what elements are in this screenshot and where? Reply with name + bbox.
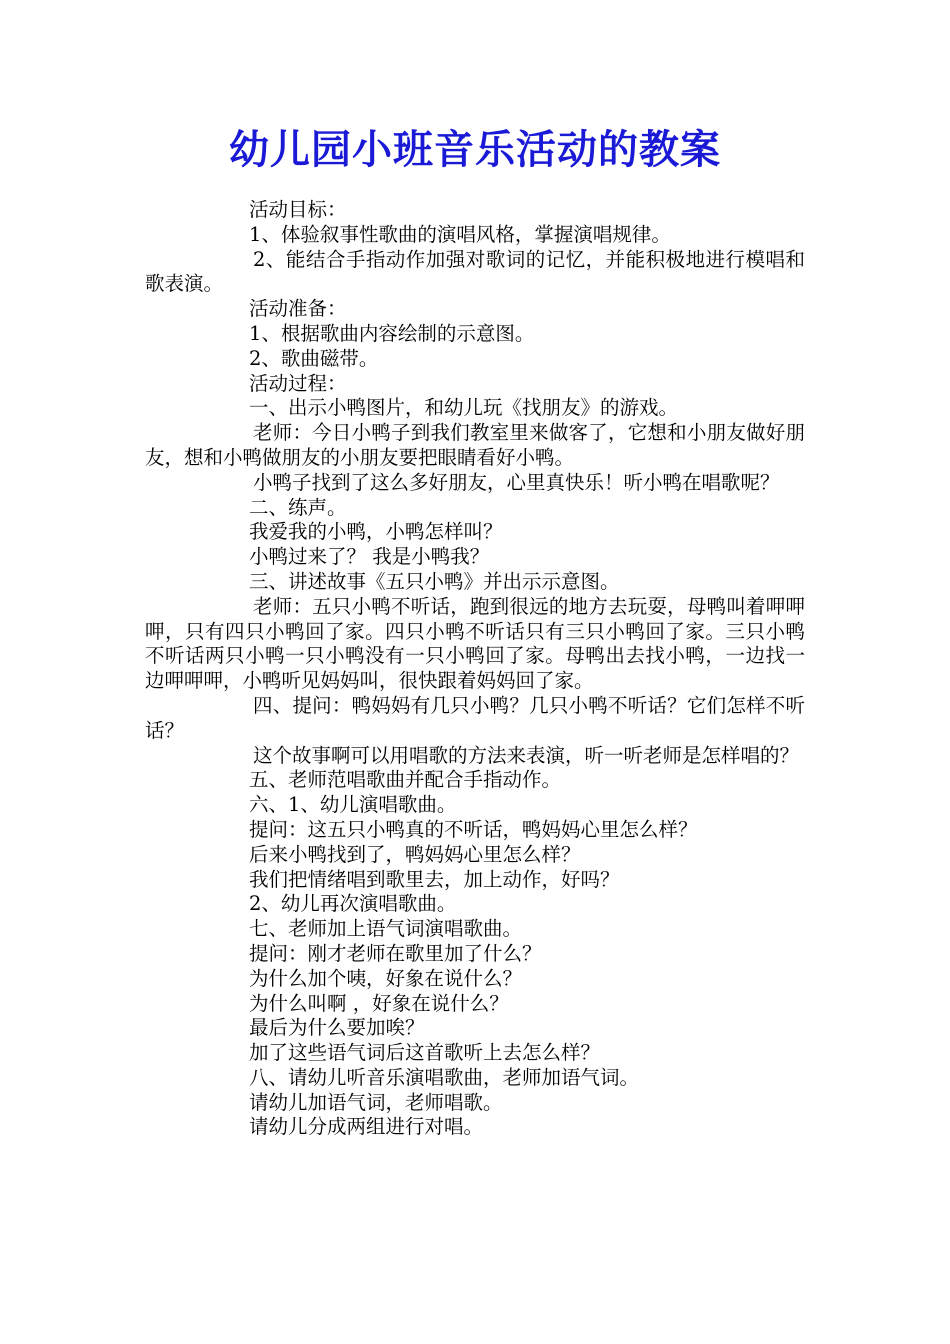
paragraph: 老师：今日小鸭子到我们教室里来做客了，它想和小朋友做好朋友，想和小鸭做朋友的小朋友要把眼睛看好小鸭。 [145, 421, 805, 469]
paragraph: 老师：五只小鸭不听话，跑到很远的地方去玩耍，母鸭叫着呷呷呷，只有四只小鸭回了家。四只小鸭不听话只有三只小鸭回了家。三只小鸭不听话两只小鸭一只小鸭没有一只小鸭回了家。母鸭出去找小鸭，一边找一边呷呷呷，小鸭听见妈妈叫，很快跟着妈妈回了家。 [145, 594, 805, 693]
paragraph: 一、出示小鸭图片，和幼儿玩《找朋友》的游戏。 [249, 396, 679, 420]
paragraph: 六、1、幼儿演唱歌曲。 [249, 793, 457, 817]
paragraph: 最后为什么要加唉？ [249, 1016, 425, 1040]
document-title: 幼儿园小班音乐活动的教案 [229, 127, 721, 173]
paragraph: 我爱我的小鸭，小鸭怎样叫？ [249, 520, 503, 544]
paragraph: 二、练声。 [249, 495, 347, 519]
paragraph: 1、根据歌曲内容绘制的示意图。 [249, 321, 535, 345]
paragraph: 1、体验叙事性歌曲的演唱风格，掌握演唱规律。 [249, 222, 671, 246]
paragraph: 四、提问：鸭妈妈有几只小鸭？几只小鸭不听话？它们怎样不听话？ [145, 693, 805, 742]
paragraph: 请幼儿分成两组进行对唱。 [249, 1115, 484, 1139]
paragraph: 加了这些语气词后这首歌听上去怎么样？ [249, 1041, 601, 1065]
paragraph: 小鸭子找到了这么多好朋友，心里真快乐！听小鸭在唱歌呢？ [253, 470, 780, 494]
paragraph: 提问：刚才老师在歌里加了什么？ [249, 941, 542, 965]
paragraph: 小鸭过来了？ 我是小鸭我？ [249, 545, 490, 569]
paragraph: 提问：这五只小鸭真的不听话，鸭妈妈心里怎么样？ [249, 817, 698, 841]
paragraph: 我们把情绪唱到歌里去，加上动作，好吗？ [249, 867, 620, 891]
paragraph: 2、幼儿再次演唱歌曲。 [249, 892, 457, 916]
paragraph: 活动目标： [249, 198, 347, 221]
paragraph: 活动准备： [249, 297, 347, 321]
paragraph: 请幼儿加语气词，老师唱歌。 [249, 1090, 503, 1114]
paragraph: 七、老师加上语气词演唱歌曲。 [249, 917, 523, 941]
paragraph: 八、请幼儿听音乐演唱歌曲，老师加语气词。 [249, 1065, 640, 1089]
paragraph: 后来小鸭找到了，鸭妈妈心里怎么样？ [249, 842, 581, 866]
paragraph: 为什么叫啊 ，好象在说什么？ [249, 991, 509, 1015]
paragraph: 活动过程： [249, 371, 347, 395]
paragraph: 三、讲述故事《五只小鸭》并出示示意图。 [249, 569, 620, 593]
paragraph: 为什么加个咦，好象在说什么？ [249, 966, 523, 990]
paragraph: 2、能结合手指动作加强对歌词的记忆，并能积极地进行模唱和歌表演。 [145, 247, 805, 296]
paragraph: 2、歌曲磁带。 [249, 346, 379, 370]
document-body [145, 198, 805, 1140]
paragraph: 五、老师范唱歌曲并配合手指动作。 [249, 768, 562, 792]
paragraph: 这个故事啊可以用唱歌的方法来表演，听一听老师是怎样唱的？ [253, 743, 800, 767]
